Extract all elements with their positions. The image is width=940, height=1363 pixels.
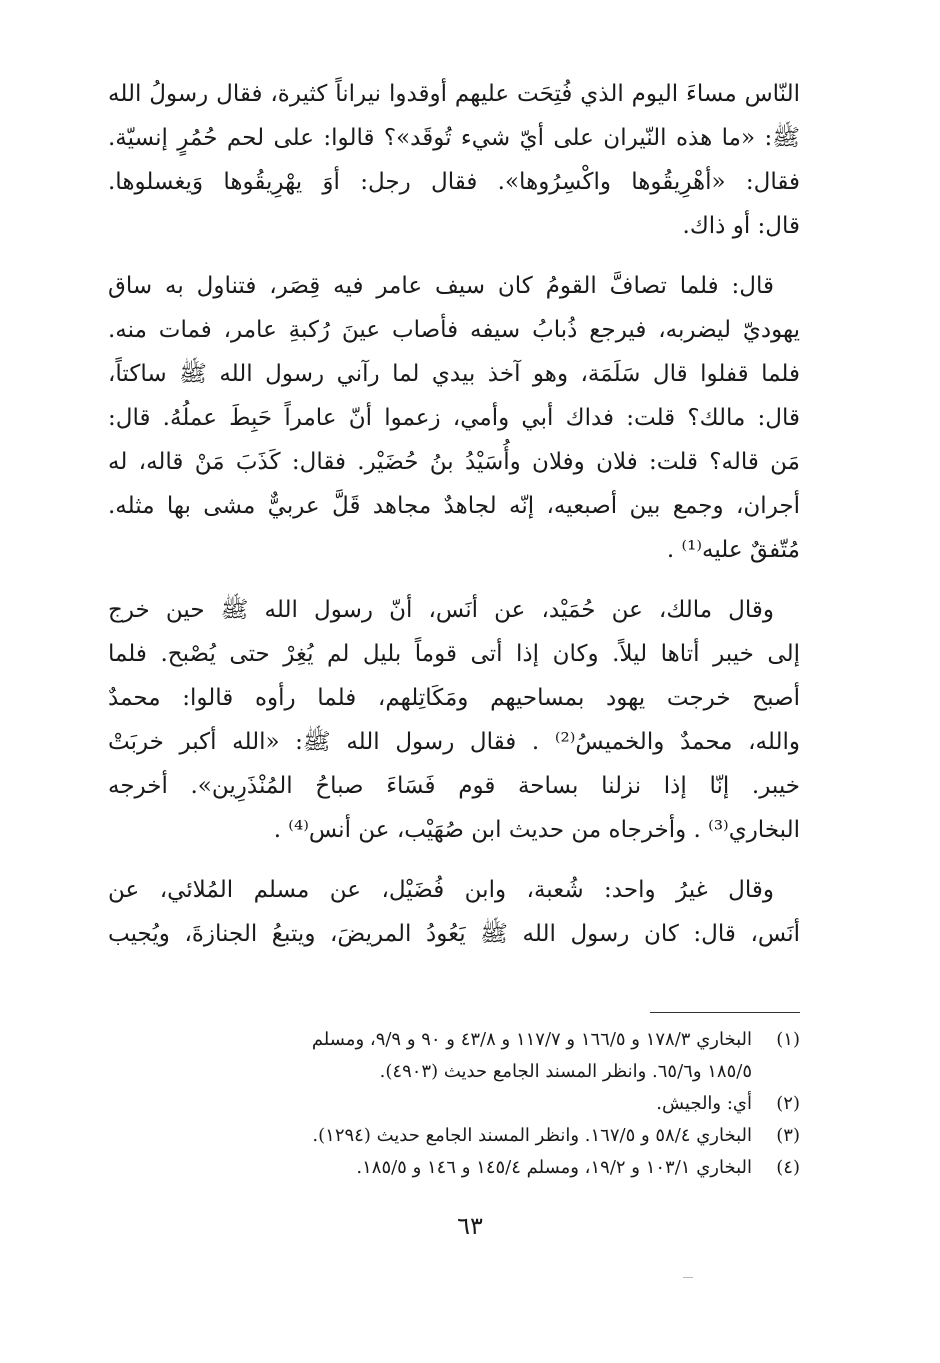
paragraph-3: [108, 588, 800, 852]
footnote-line: ١٨٥/٥ و٦٥/٦. وانظر المسند الجامع حديث (٤٩٠٣).: [379, 1061, 752, 1082]
paragraph-4: [108, 868, 800, 956]
footnote-number: (٤): [776, 1157, 800, 1178]
paragraph-2: [108, 264, 800, 572]
text-line: يهوديّ ليضربه، فيرجع ذُبابُ سيفه فأصاب عينَ رُكبةِ عامر، فمات منه.: [108, 317, 800, 343]
footnote-text: [108, 1088, 752, 1120]
footnote-divider: [650, 1012, 800, 1013]
footnote-line: البخاري ٥٨/٤ و ١٦٧/٥. وانظر المسند الجامع حديث (١٢٩٤).: [312, 1125, 752, 1146]
footnote-1: [108, 1024, 800, 1088]
text-line: ﷺ: «ما هذه النّيران على أيّ شيء تُوقَد»؟ قالوا: على لحم حُمُرٍ إنسيّة.: [108, 125, 800, 151]
footnotes: [108, 1024, 800, 1184]
footnote-4: [108, 1152, 800, 1184]
text-line: فلما قفلوا قال سَلَمَة، وهو آخذ بيدي لما رآني رسول الله ﷺ ساكتاً،: [108, 361, 800, 387]
page-number: ٦٣: [457, 1212, 483, 1240]
text-line: فقال: «أهْرِيقُوها واكْسِرُوها». فقال رجل: أوَ يهْرِيقُوها وَيغسلوها.: [108, 169, 800, 195]
footnote-number: (٣): [776, 1125, 800, 1146]
text-line: أصبح خرجت يهود بمساحيهم ومَكَاتِلهم، فلما رأوه قالوا: محمدٌ: [108, 685, 800, 711]
footnote-number: (١): [776, 1029, 800, 1050]
text-line: البخاري⁽³⁾ . وأخرجاه من حديث ابن صُهَيْب، عن أنس⁽⁴⁾ .: [273, 817, 800, 843]
scan-speck: [683, 1277, 693, 1278]
paragraph-1: [108, 72, 800, 248]
footnote-text: [108, 1024, 752, 1088]
text-line: وقال مالك، عن حُمَيْد، عن أنَس، أنّ رسول الله ﷺ حين خرج: [108, 597, 774, 623]
text-line: قال: أو ذاك.: [682, 213, 800, 239]
text-line: خيبر. إنّا إذا نزلنا بساحة قوم فَسَاءَ صباحُ المُنْذَرِين». أخرجه: [108, 773, 800, 799]
footnote-2: [108, 1088, 800, 1120]
text-line: النّاس مساءَ اليوم الذي فُتِحَت عليهم أوقدوا نيراناً كثيرة، فقال رسولُ الله: [108, 81, 800, 107]
text-line: أجران، وجمع بين أصبعيه، إنّه لجاهدٌ مجاهد قَلَّ عربيٌّ مشى بها مثله.: [108, 493, 800, 519]
text-line: إلى خيبر أتاها ليلاً. وكان إذا أتى قوماً بليل لم يُغِرْ حتى يُصْبح. فلما: [108, 641, 800, 667]
text-line: قال: فلما تصافَّ القومُ كان سيف عامر فيه قِصَر، فتناول به ساق: [108, 273, 774, 299]
footnote-line: أي: والجيش.: [656, 1093, 752, 1114]
footnote-text: [108, 1152, 752, 1184]
text-line: مَن قاله؟ قلت: فلان وفلان وأُسَيْدُ بنُ حُضَيْر. فقال: كَذَبَ مَنْ قاله، له: [108, 449, 800, 475]
text-line: وقال غيرُ واحد: شُعبة، وابن فُضَيْل، عن مسلم المُلائي، عن: [108, 877, 774, 903]
text-line: قال: مالك؟ قلت: فداك أبي وأمي، زعموا أنّ عامراً حَبِطَ عملُهُ. قال:: [108, 405, 800, 431]
footnote-line: البخاري ١٠٣/١ و ١٩/٢، ومسلم ١٤٥/٤ و ١٤٦ و ١٨٥/٥.: [356, 1157, 752, 1178]
text-line: مُتّفقٌ عليه⁽¹⁾ .: [666, 537, 800, 563]
footnote-line: البخاري ١٧٨/٣ و ١٦٦/٥ و ١١٧/٧ و ٤٣/٨ و ٩٠ و ٩/٩، ومسلم: [311, 1029, 752, 1050]
footnote-3: [108, 1120, 800, 1152]
text-line: أنَس، قال: كان رسول الله ﷺ يَعُودُ المريضَ، ويتبعُ الجنازةَ، ويُجيب: [108, 921, 800, 947]
text-line: والله، محمدٌ والخميسُ⁽²⁾ . فقال رسول الله ﷺ: «الله أكبر خربَتْ: [108, 729, 800, 755]
main-text: [108, 72, 800, 956]
footnote-number: (٢): [776, 1093, 800, 1114]
footnote-text: [108, 1120, 752, 1152]
